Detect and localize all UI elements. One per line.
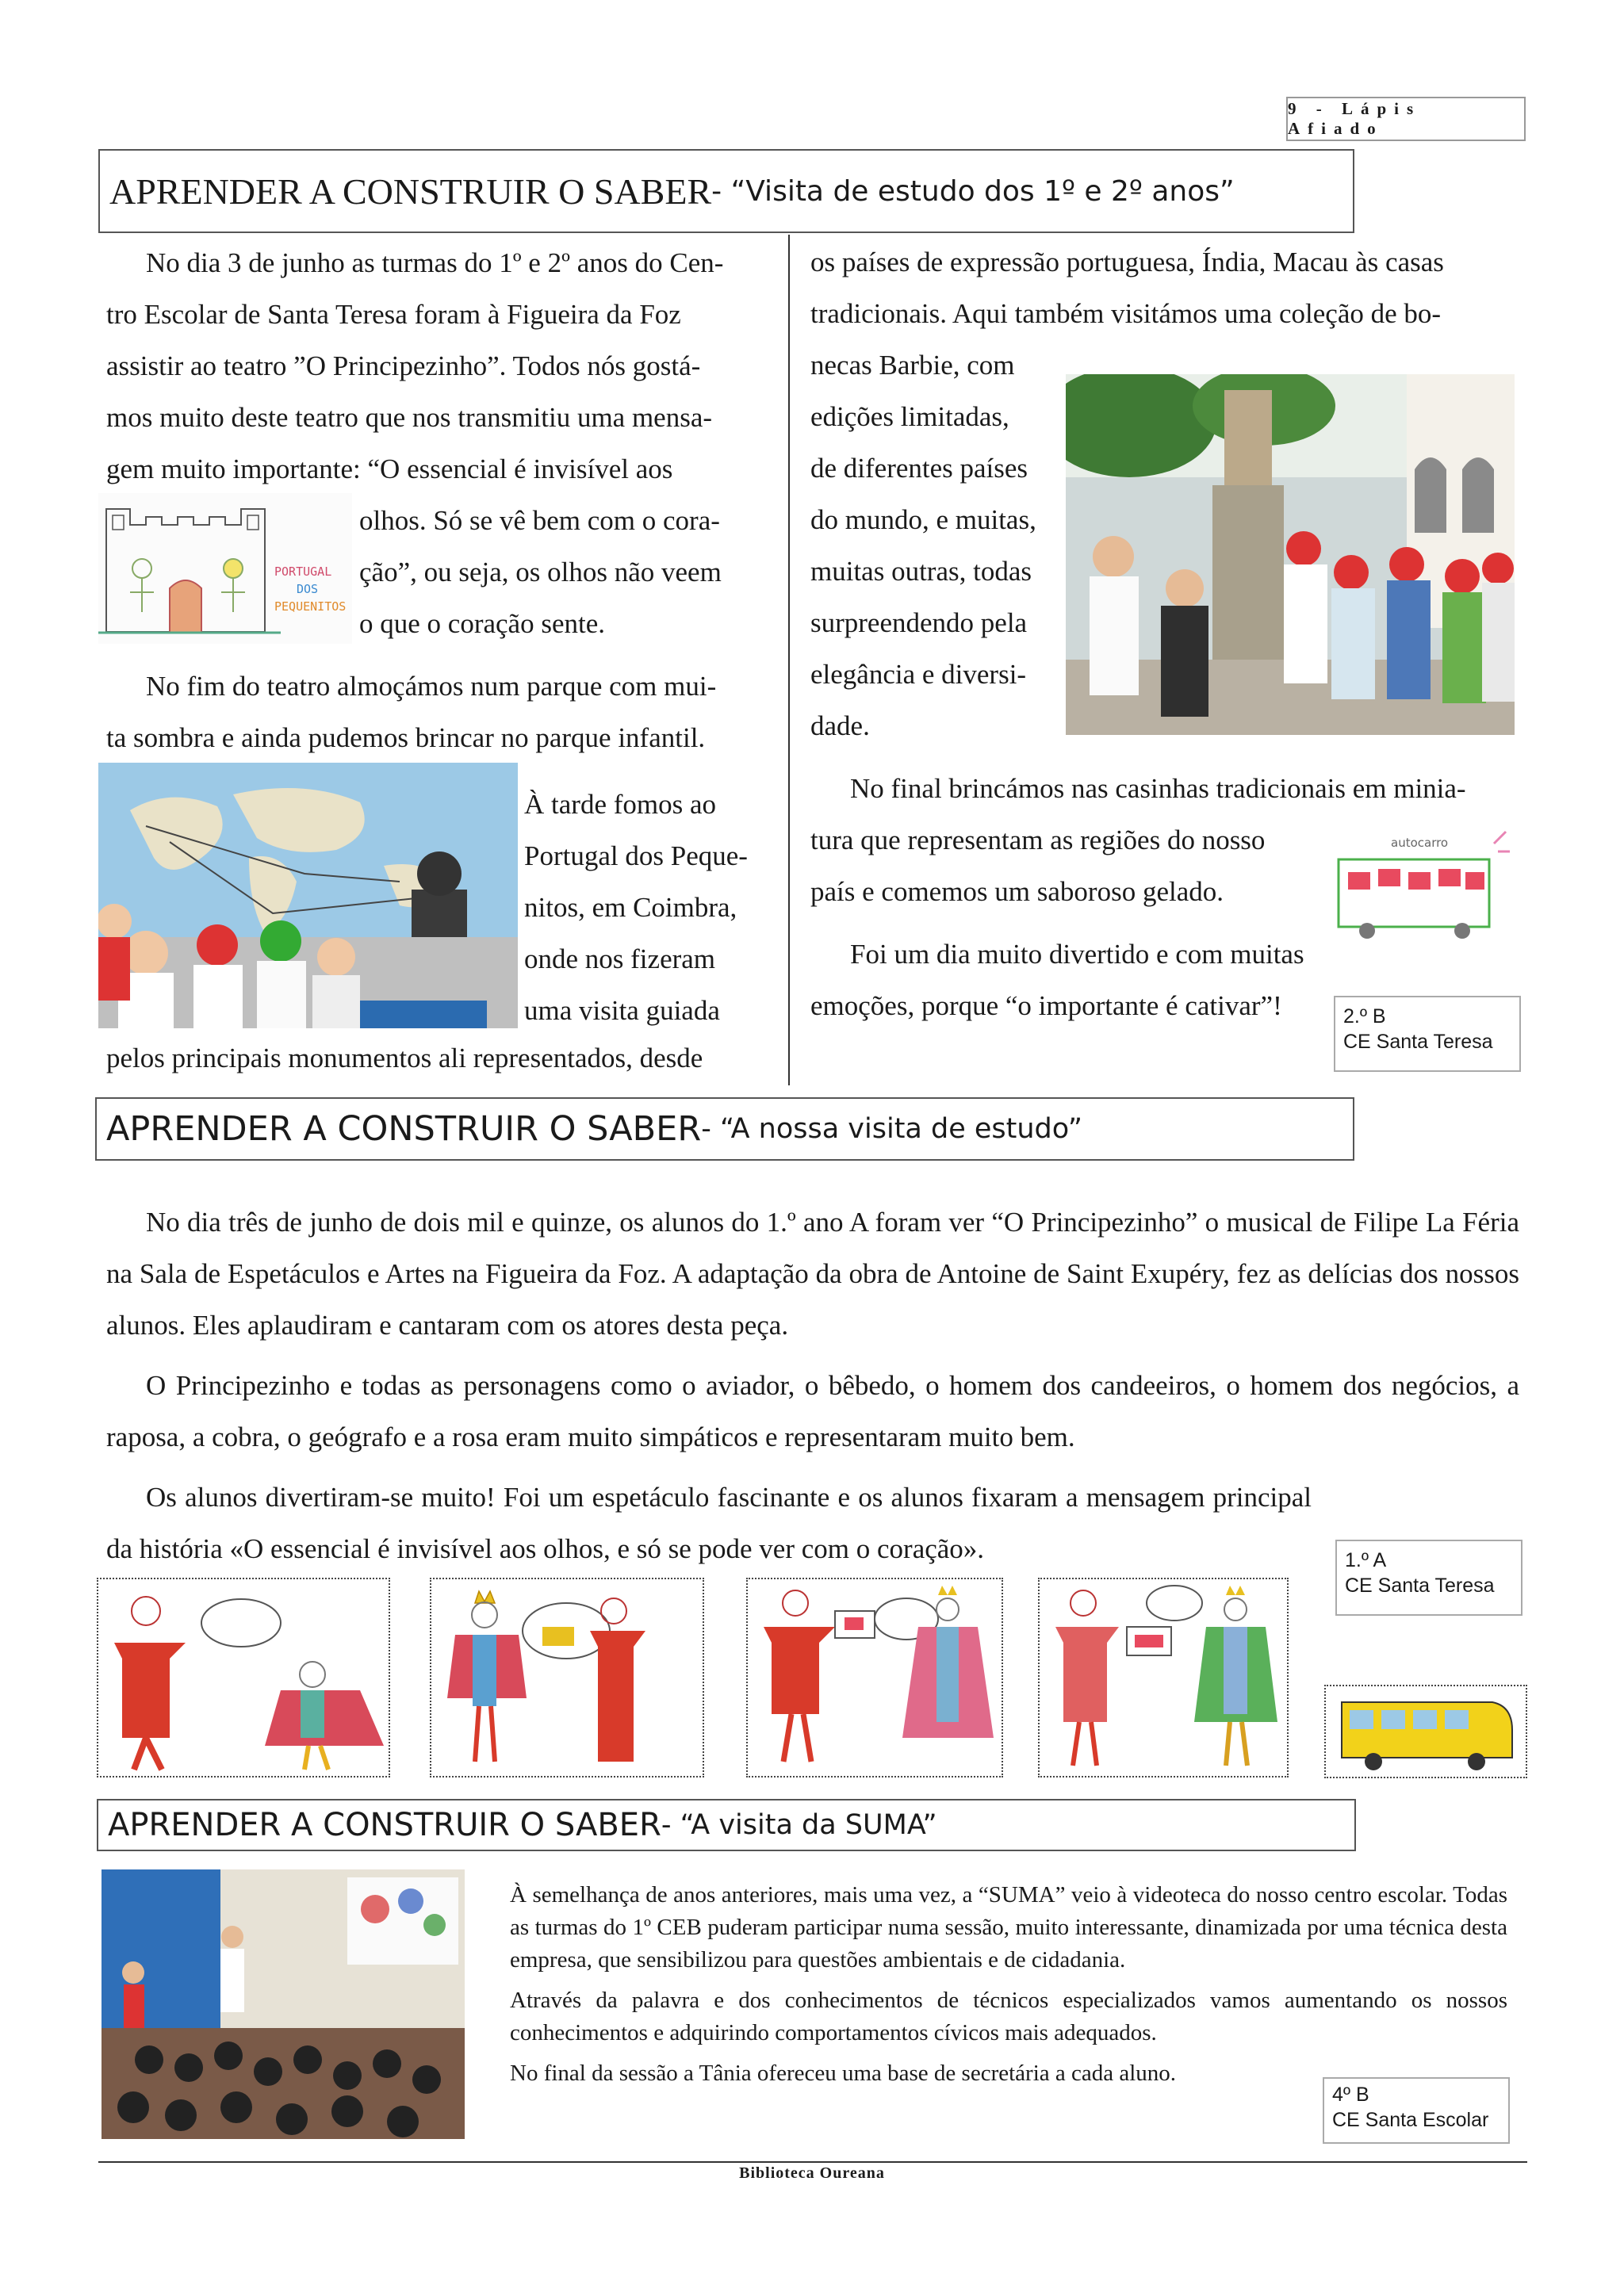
- text-line: pelos principais monumentos ali representados, desde: [106, 1043, 703, 1073]
- text-line: tura que representam as regiões do nosso: [810, 825, 1266, 855]
- text-line: tro Escolar de Santa Teresa foram à Figueira da Foz: [106, 299, 681, 330]
- text-line: país e comemos um saboroso gelado.: [810, 876, 1224, 907]
- section1-left-para3-wrap: [524, 779, 778, 1036]
- text-line: surpreendendo pela: [810, 607, 1028, 638]
- section1-left-para2: [106, 660, 771, 763]
- text-line: À tarde fomos ao: [524, 789, 717, 820]
- column-divider: [788, 235, 790, 1085]
- text-line: Portugal dos Peque-: [524, 840, 748, 871]
- text-line: de diferentes países: [810, 453, 1028, 484]
- section3-signature: [1323, 2077, 1510, 2144]
- section2-heading: [95, 1097, 1354, 1161]
- castle-drawing: [98, 493, 352, 644]
- text-line: uma visita guiada: [524, 995, 720, 1026]
- text-line: emoções, porque “o importante é cativar”!: [810, 990, 1282, 1021]
- text-line: edições limitadas,: [810, 401, 1009, 432]
- prince-drawing-4: [1038, 1578, 1289, 1777]
- section3-para: No final da sessão a Tânia ofereceu uma base de secretária a cada aluno.: [510, 2061, 1177, 2086]
- text-line: do mundo, e muitas,: [810, 504, 1036, 535]
- castle-label-line: DOS: [297, 582, 319, 596]
- signature-class: 2.º B: [1343, 1005, 1386, 1027]
- section2-heading-main: APRENDER A CONSTRUIR O SABER: [106, 1109, 702, 1149]
- signature-class: 1.º A: [1345, 1549, 1387, 1571]
- footer-rule: [98, 2161, 1527, 2163]
- bus-drawing: [1335, 820, 1513, 945]
- text-line: olhos. Só se vê bem com o cora-: [359, 505, 720, 536]
- section2-para: Os alunos divertiram-se muito! Foi um espetáculo fascinante e os alunos fixaram a mensagem principal da história «O essencial é invisível aos olhos, e só se pode ver com o coração».: [106, 1482, 1312, 1564]
- text-line: No dia 3 de junho as turmas do 1º e 2º anos do Cen-: [146, 247, 724, 278]
- text-line: muitas outras, todas: [810, 556, 1032, 587]
- map-visit-photo: [98, 763, 518, 1028]
- castle-label-line: PEQUENITOS: [274, 599, 347, 614]
- section1-heading-main: APRENDER A CONSTRUIR O SABER: [109, 170, 712, 212]
- section1-heading-sub: - “Visita de estudo dos 1º e 2º anos”: [711, 174, 1235, 208]
- section3-heading-main: APRENDER A CONSTRUIR O SABER: [108, 1807, 661, 1843]
- section1-right-para1-wrap: [810, 339, 1072, 752]
- text-line: o que o coração sente.: [359, 608, 605, 639]
- text-line: ta sombra e ainda pudemos brincar no parque infantil.: [106, 722, 706, 753]
- page-number-tag: 9 - Lápis Afiado: [1286, 97, 1526, 141]
- section2-body: [106, 1196, 1519, 1575]
- prince-drawing-1: [97, 1578, 390, 1777]
- text-line: assistir ao teatro ”O Principezinho”. Todos nós gostá-: [106, 350, 701, 381]
- text-line: ção”, ou seja, os olhos não veem: [359, 557, 722, 587]
- signature-class: 4º B: [1332, 2084, 1369, 2106]
- text-line: onde nos fizeram: [524, 943, 716, 974]
- text-line: gem muito importante: “O essencial é invisível aos: [106, 453, 673, 484]
- section3-para: Através da palavra e dos conhecimentos de técnicos especializados vamos aumentando os nossos conhecimentos e adquirindo comportamentos cívicos mais adequados.: [510, 1988, 1507, 2045]
- signature-school: CE Santa Escolar: [1332, 2109, 1489, 2131]
- castle-label-line: PORTUGAL: [274, 564, 332, 579]
- section2-para: O Principezinho e todas as personagens como o aviador, o bêbedo, o homem dos candeeiros, o homem dos negócios, a raposa, a cobra, o geógrafo e a rosa eram muito simpáticos e representaram muito bem.: [106, 1370, 1519, 1452]
- castle-drawing-label: [274, 563, 354, 615]
- bus-drawing-label: autocarro: [1391, 836, 1449, 850]
- section1-left-para1: [106, 237, 771, 495]
- prince-drawing-3: [746, 1578, 1003, 1777]
- text-line: elegância e diversi-: [810, 659, 1027, 690]
- section3-heading-sub: - “A visita da SUMA”: [661, 1809, 937, 1841]
- section3-heading: [97, 1799, 1356, 1851]
- text-line: No final brincámos nas casinhas tradicionais em minia-: [850, 773, 1466, 804]
- section1-signature: [1334, 996, 1521, 1072]
- section1-left-para1-wrap: [359, 495, 772, 649]
- suma-session-photo: [102, 1869, 465, 2139]
- text-line: necas Barbie, com: [810, 350, 1015, 381]
- text-line: No fim do teatro almoçámos num parque com mui-: [146, 671, 717, 702]
- section1-heading: [98, 149, 1354, 233]
- text-line: Foi um dia muito divertido e com muitas: [850, 939, 1304, 970]
- section1-right-para1: [810, 236, 1508, 339]
- signature-school: CE Santa Teresa: [1345, 1575, 1495, 1597]
- section3-para: À semelhança de anos anteriores, mais uma vez, a “SUMA” veio à videoteca do nosso centro escolar. Todas as turmas do 1º CEB puderam participar numa sessão, muito interessante, dinamizada por uma técnica desta empresa, que sensibilizou para questões ambientais e de cidadania.: [510, 1882, 1507, 1973]
- yellow-bus-drawing: [1324, 1685, 1527, 1778]
- section2-para: No dia três de junho de dois mil e quinze, os alunos do 1.º ano A foram ver “O Principezinho” o musical de Filipe La Féria na Sala de Espetáculos e Artes na Figueira da Foz. A adaptação da obra de Antoine de Saint Exupéry, fez as delícias dos nossos alunos. Eles aplaudiram e cantaram com os atores desta peça.: [106, 1207, 1519, 1341]
- text-line: os países de expressão portuguesa, Índia, Macau às casas: [810, 247, 1444, 277]
- section2-signature: [1335, 1540, 1522, 1616]
- signature-school: CE Santa Teresa: [1343, 1031, 1493, 1053]
- text-line: mos muito deste teatro que nos transmitiu uma mensa-: [106, 402, 713, 433]
- text-line: tradicionais. Aqui também visitámos uma coleção de bo-: [810, 298, 1442, 329]
- footer-text: Biblioteca Oureana: [739, 2164, 885, 2182]
- text-line: dade.: [810, 710, 870, 741]
- prince-drawing-2: [430, 1578, 704, 1777]
- section3-body: [510, 1879, 1507, 2098]
- fountain-visit-photo: [1066, 374, 1515, 735]
- text-line: nitos, em Coimbra,: [524, 892, 737, 923]
- section2-heading-sub: - “A nossa visita de estudo”: [701, 1113, 1083, 1145]
